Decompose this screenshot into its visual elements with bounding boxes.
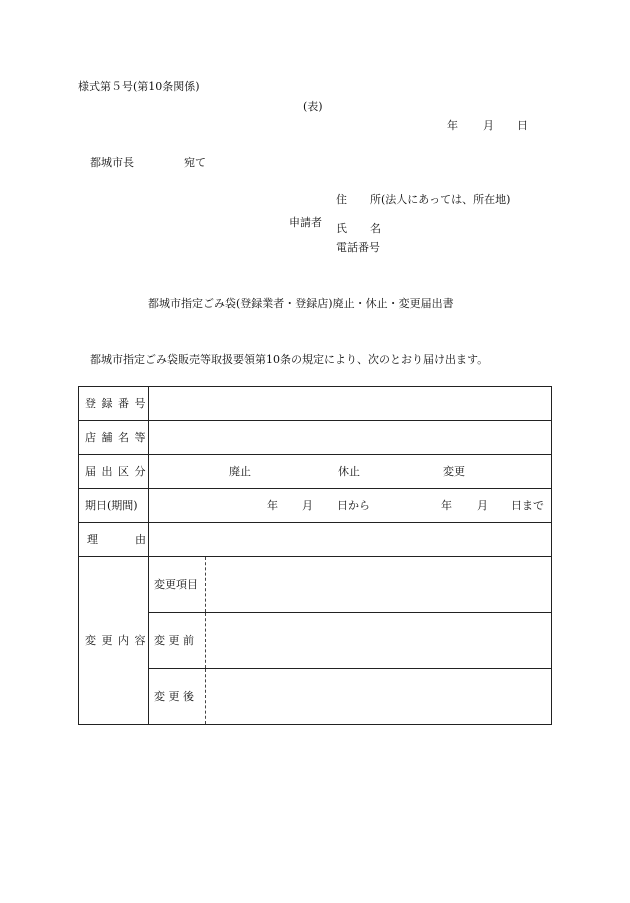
row-category <box>79 455 552 489</box>
option-abolish[interactable]: 廃止 <box>229 464 251 478</box>
row-change-item <box>79 557 552 613</box>
change-after-label: 変 更 後 <box>149 669 206 725</box>
change-before-field[interactable] <box>206 613 552 669</box>
reason-field[interactable] <box>149 523 552 557</box>
category-field[interactable] <box>149 455 552 489</box>
store-name-label: 店 舗 名 等 <box>79 421 149 455</box>
addressee-suffix: 宛て <box>184 156 206 169</box>
row-store-name <box>79 421 552 455</box>
period-to-year: 年 <box>441 498 452 512</box>
row-period <box>79 489 552 523</box>
front-side-label: (表) <box>303 100 323 113</box>
form-number: 様式第５号(第10条関係) <box>78 80 200 93</box>
period-from-year: 年 <box>267 498 278 512</box>
store-name-field[interactable] <box>149 421 552 455</box>
row-change-after <box>79 669 552 725</box>
notification-table <box>78 386 552 725</box>
period-from-day: 日から <box>337 498 370 512</box>
name-label-b: 名 <box>370 222 381 235</box>
reason-label <box>79 523 149 557</box>
option-change[interactable]: 変更 <box>443 464 465 478</box>
document-title: 都城市指定ごみ袋(登録業者・登録店)廃止・休止・変更届出書 <box>148 297 454 310</box>
addressee-name: 都城市長 <box>90 156 134 169</box>
registration-number-label: 登 録 番 号 <box>79 387 149 421</box>
applicant-label: 申請者 <box>289 216 322 229</box>
reason-label-a: 理 <box>87 532 99 546</box>
date-year: 年 <box>447 119 458 132</box>
change-item-field[interactable] <box>206 557 552 613</box>
change-before-label: 変 更 前 <box>149 613 206 669</box>
registration-number-field[interactable] <box>149 387 552 421</box>
period-label: 期日(期間) <box>79 489 149 523</box>
reason-label-b: 由 <box>135 532 147 546</box>
period-from-month: 月 <box>302 498 313 512</box>
change-after-field[interactable] <box>206 669 552 725</box>
phone-label: 電話番号 <box>336 241 380 254</box>
period-to-day: 日まで <box>511 498 544 512</box>
row-change-before <box>79 613 552 669</box>
period-field[interactable] <box>149 489 552 523</box>
option-suspend[interactable]: 休止 <box>338 464 360 478</box>
address-label-b: 所(法人にあっては、所在地) <box>370 193 511 206</box>
row-reason <box>79 523 552 557</box>
intro-text: 都城市指定ごみ袋販売等取扱要領第10条の規定により、次のとおり届け出ます。 <box>90 353 489 366</box>
change-content-label: 変 更 内 容 <box>79 557 149 725</box>
row-registration-number <box>79 387 552 421</box>
change-item-label: 変更項目 <box>149 557 206 613</box>
category-label: 届 出 区 分 <box>79 455 149 489</box>
date-month: 月 <box>483 119 494 132</box>
name-label-a: 氏 <box>336 222 347 235</box>
address-label-a: 住 <box>336 193 347 206</box>
date-day: 日 <box>517 119 528 132</box>
period-to-month: 月 <box>477 498 488 512</box>
